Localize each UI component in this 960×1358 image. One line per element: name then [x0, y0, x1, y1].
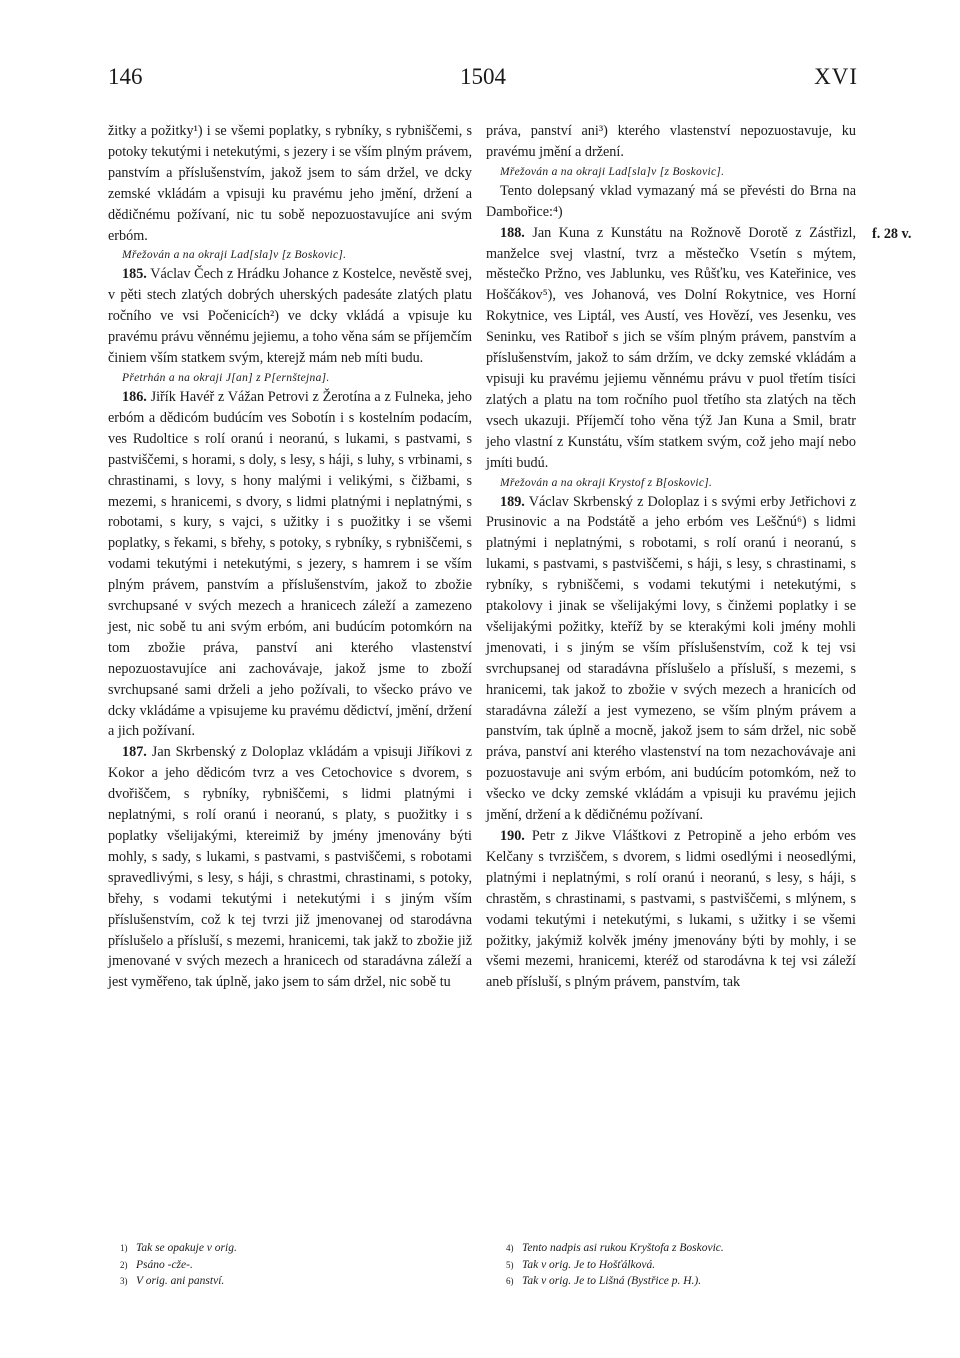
entry-text: Jan Kuna z Kunstátu na Rožnově Dorotě z Zástřizl, manželce svej vlastní, tvrz a městečko Vsetín s mýtem, městečko Pržno, ves Jablunku, ves Růšťku, ves Kateřinice, ves Hoščákov⁵), ves Johanová, ves Dolní Rokytnice, ves Horní Rokytnice, ves Liptál, ves Austí, ves Hovězí, ves Jesenku, ves Seninku, ves Ratiboř s jich se vším plným právem, panstvím a příslušenstvím, jakož to sám držím, ve dcky zemské vkládám a vpisuji ku pravému jejiemu věnnému právu v puol třetím tisíci zlatých a platu na tom ročního puol třetího sta zlatých na těch vsech ukazuji. Příjemčí toho věna týž Jan Kuna a Smil, bratr jeho vlastní z Kunstátu, vším statkem svým, což jeho mají nebo jmíti budú. — [486, 224, 856, 471]
footnote: 6) Tak v orig. Je to Lišná (Bystřice p. H.). — [506, 1275, 702, 1287]
footnotes-right — [506, 1240, 866, 1290]
left-column — [108, 121, 472, 993]
footnote: 4) Tento nadpis asi rukou Kryštofa z Boskovic. — [506, 1242, 724, 1254]
entry-187 — [108, 742, 472, 993]
footnote: 3) V orig. ani panství. — [120, 1275, 225, 1287]
editorial-note: Mřežován a na okraji Lad[sla]v [z Boskovic]. — [122, 249, 347, 262]
continuation-paragraph: žitky a požitky¹) i se všemi poplatky, s rybníky, s rybniščemi, s potoky tekutými i netekutými, s jezery i se vším plným právem, panstvím a příslušenstvím, jakož jsem to sám držel, ve dcky zemské vkládám a vpisuji ku pravému jeho jmění, držení a dědičnému požívaní, nic tu sobě nepozuostavujíce ani svým erbóm. — [108, 123, 472, 244]
entry-number: 190. — [500, 828, 525, 844]
entry-189 — [486, 492, 856, 827]
editorial-note: Přetrhán a na okraji J[an] z P[ernštejna]. — [122, 371, 330, 384]
entry-185 — [108, 264, 472, 369]
editorial-heading: Tento dolepsaný vklad vymazaný má se převésti do Brna na Dambořice:⁴) — [486, 182, 856, 220]
entry-number: 185. — [122, 266, 147, 283]
entry-text: Petr z Jikve Vláštkovi z Petropině a jeho erbóm ves Kelčany s tvrziščem, s dvorem, s lidmi osedlými i neosedlými, platnými i neplatnými, s rolí oranú i neoranú, s lesy, s háji, s chrastěm, s chrastinami, s pastvami, s pastviščemi, s mlýnem, s vodami tekutými i netekutými, s lukami, s užitky i se všemi požitky, jakýmiž kolvěk jmény jmenovány býti by mohly, i se všemi mezemi, hranicemi, kteréž od starodávna k tej vsi záleží aneb přísluší, s plným právem, panstvím, tak — [486, 828, 856, 991]
entry-186 — [108, 387, 472, 742]
footnote: 1) Tak se opakuje v orig. — [120, 1242, 237, 1254]
continuation-paragraph: práva, panství ani³) kterého vlastenství nepozuostavuje, ku pravému jmění a držení. — [486, 123, 856, 160]
folio-margin-note: f. 28 v. — [872, 226, 912, 242]
footnote: 5) Tak v orig. Je to Hošťálková. — [506, 1258, 656, 1271]
entry-190 — [486, 826, 856, 993]
entry-number: 187. — [122, 744, 147, 761]
page-header — [108, 64, 858, 104]
footnotes-left — [120, 1240, 470, 1290]
entry-number: 189. — [500, 493, 525, 510]
footnote: 2) Psáno -cže-. — [120, 1258, 193, 1271]
entry-text: Václav Čech z Hrádku Johance z Kostelce, nevěstě svej, v pěti stech zlatých dobrých uherských padesáte zlatých platu ročního ve vsi Počenicích²) ve dcky vkládá a vpisuje ku pravému právu věnnému jejiemu, a toho věna sám se příjemčím činiem vším statkem svým, kterejž mám neb míti budu. — [108, 266, 472, 367]
entry-text: Jan Skrbenský z Doloplaz vkládám a vpisuji Jiříkovi z Kokor a jeho dědicóm tvrz a ves Cetochovice s dvorem, s dvořiščem, s rybníky, rybniščemi, s lidmi platnými i neplatnými, s rolí oranú i neoranú, s platy, s puožitky i s poplatky všelijakými, ktereimiž by jmény jmenovány býti mohly, s sady, s lukami, s pastvami, s pastviščemi, s robotami spravedlivými, s lesy, s háji, s chrastmi, chrastinami, s potoky, břehy, s vodami tekutými i netekutými i s jiným vším příslušenstvím, což k tej tvrzi již jmenovanej od starodávna příslušelo a přísluší, s mezemi, hranicemi, tak jakž to zbožie již jmenované v svých mezech a hranicech od staradávna záleží a jest vyměřeno, tak úplně, jako jsem to sám držel, nic sobě tu — [108, 744, 473, 991]
entry-number: 188. — [500, 224, 525, 241]
entry-text: Václav Skrbenský z Doloplaz i s svými erby Jetřichovi z Prusinovic a na Podstátě a jeho erbóm ves Leščnú⁶) s lidmi platnými i neplatnými, s robotami, s rolí oranú i neoranú, s lukami, s pastvami, s pastviščemi, s háji, s lesy, s chrastinami, s rybníky, s rybniščemi, s vodami tekutými i netekutými, s ptakolovy i jinak se všelijakými lovy, s činžemi poplatky i se všelijakými požitky, kteříž by se kterakými koli jmény mohli jmenovati, i s jiným se vším příslušenstvím, což k tej vsi svrchupsanej od staradávna příslušelo a přísluší, s mezemi, s hranicemi, tak jakož to zbožie v svých mezech a hranicích od staradávna záleží a jest vymezeno, se vším plným právem a panstvím, tak úplně a mocně, jakož jsem to sám držel, nic sobě práva, panství ani kterého vlastenství na tom nezachovávaje ani pozuostavuje ani svým erbóm, ani budúcím potomkóm, než to všecko ve dcky zemské vkládám a vpisuji ku pravému jejich jmění, držení a k dědičnému požívaní. — [486, 493, 856, 824]
right-column — [486, 121, 856, 993]
volume-number: XVI — [814, 64, 858, 89]
running-year: 1504 — [460, 64, 506, 89]
entry-188 — [486, 223, 856, 474]
entry-number: 186. — [122, 388, 147, 405]
editorial-note: Mřežován a na okraji Lad[sla]v [z Boskovic]. — [500, 165, 725, 178]
entry-text: Jiřík Havéř z Vážan Petrovi z Žerotína a z Fulneka, jeho erbóm a dědicóm budúcím ves Sobotín i s kostelním podacím, ves Rudoltice s rolí oranú i neoranú, s lukami, s pastvami, s pastviščemi, s horami, s doly, s lesy, s háji, s luhy, s vrbinami, s chrastinami, s lovy, s hony malými i velikými, s čižbami, s mezemi, s hranicemi, s dvory, s lidmi platnými i neplatnými, s robotami, s kury, s vajci, s užitky i s puožitky i se všemi poplatky, s řekami, s břehy, s potoky, s rybníky, s rybniščemi, s vodami tekutými i netekutými, s jezery, s hamrem i se vším plným právem, panstvím a příslušenstvím, jakož to zbožie svrchupsané v svých mezech a hranicech záleží a zamezeno jest, nic sobě tu ani svým erbóm, ani budúcím potomkórn na tom zbožie práva, panství ani kterého vlastenství nepozuostavujíce ani zachovávaje, jakož jsme to zboží svrchupsané sami drželi a jeho požívali, to všecko právo ve dcky vkládáme a vpisujeme ku pravému dědictví, jmění, držení a jich požívaní. — [108, 388, 472, 740]
page-number: 146 — [108, 64, 143, 89]
editorial-note: Mřežován a na okraji Krystof z B[oskovic]. — [500, 476, 713, 489]
